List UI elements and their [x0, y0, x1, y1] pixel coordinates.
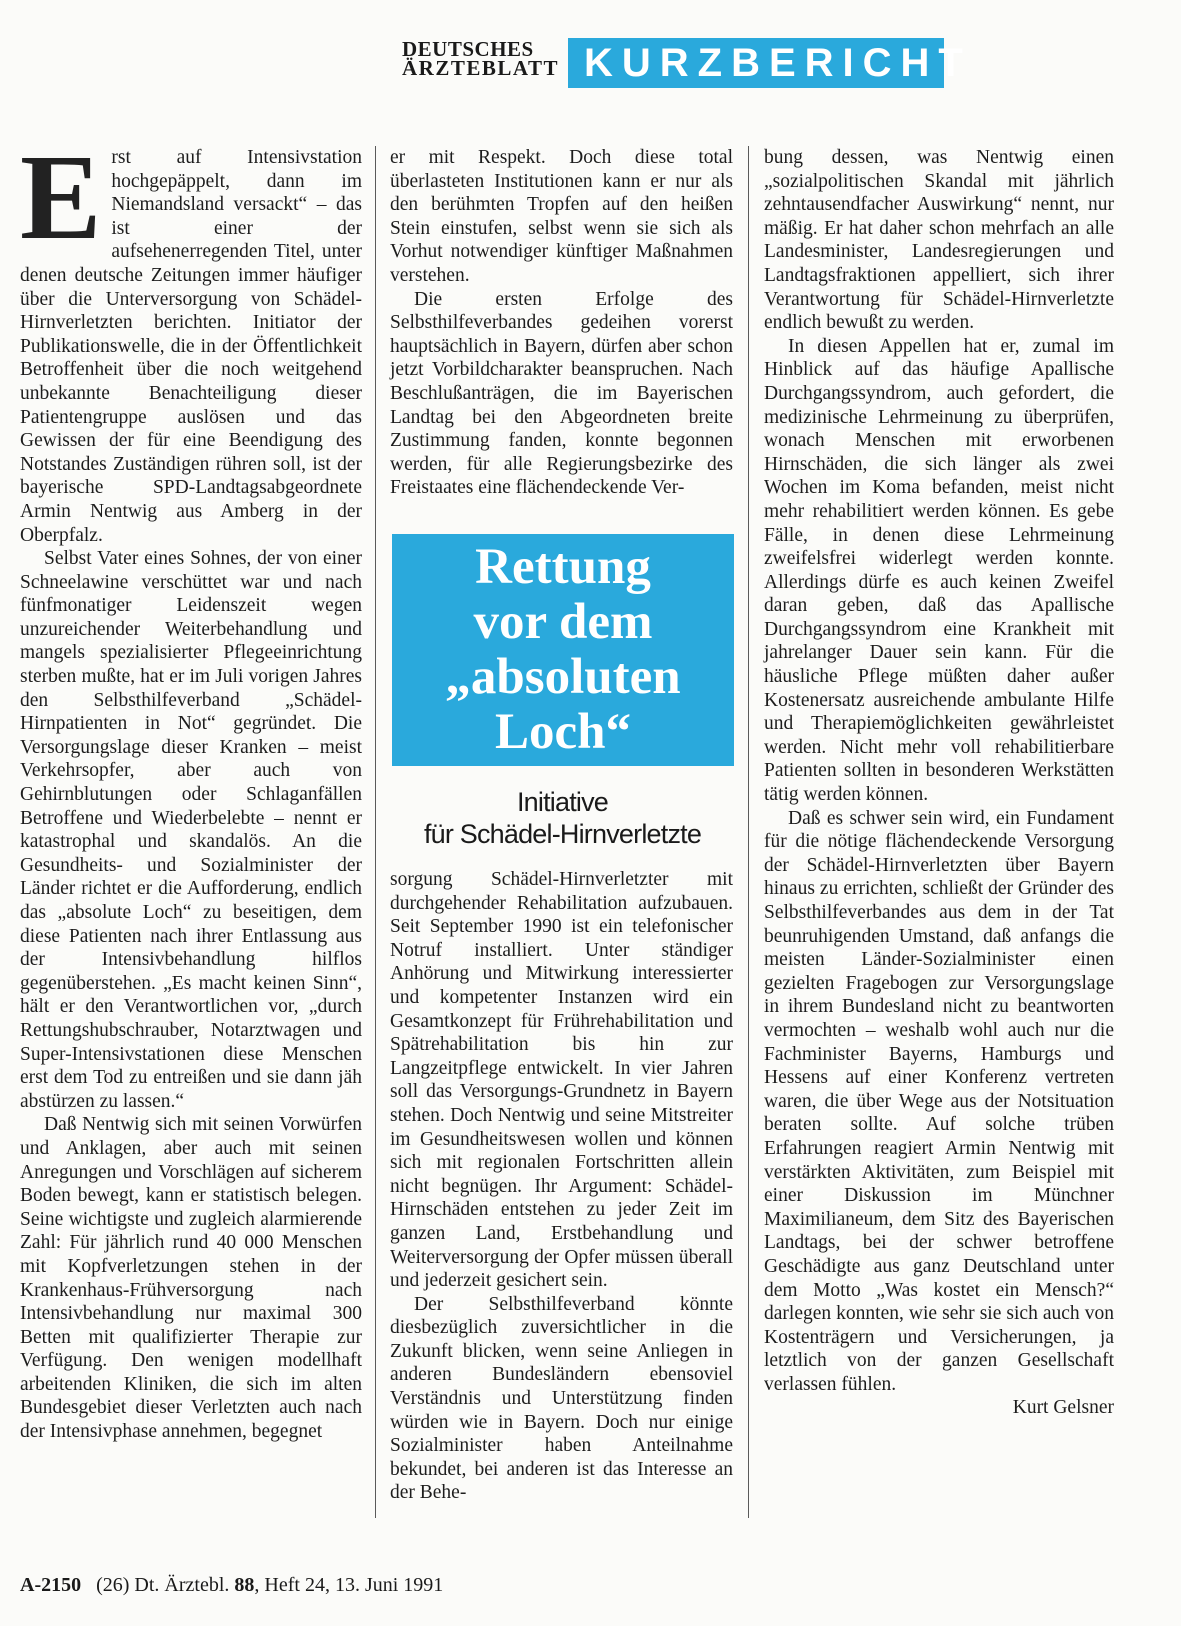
headline-line: vor dem: [473, 594, 653, 650]
headline-line: Loch“: [494, 704, 632, 760]
article-column-2-bottom: [390, 868, 733, 1505]
citation-suffix: , Heft 24, 13. Juni 1991: [254, 1574, 444, 1596]
drop-cap: E: [20, 130, 102, 265]
article-paragraph: Daß es schwer sein wird, ein Fundament für die nötige flächendeckende Versorgung der Schädel-Hirnverletzten über Bayern hinaus zu errichten, schließt der Gründer des Selbsthilfeverbandes aus dem in der Tat beunruhigenden Umstand, daß anfangs die meisten Länder-Sozialminister einen gezielten Fragebogen zur Versorgungslage in ihrem Bundesland nicht zu beantworten vermochten – weshalb wohl auch nur die Fachminister Bayerns, Hamburgs und Hessens auf einer Konferenz vertreten waren, die über Wege aus der Notsituation beraten sollte. Auf solche trüben Erfahrungen reagiert Armin Nentwig mit verstärkten Aktivitäten, zum Beispiel mit einer Diskussion im Münchner Maximilianeum, dem Sitz des Bayerischen Landtags, bei der schwer betroffene Geschädigte aus ganz Deutschland unter dem Motto „Was kostet ein Mensch?“ darlegen konnten, wie sehr sie sich auch von Kostenträgern und Versicherungen, ja letztlich von der ganzen Gesellschaft verlassen fühlen.: [764, 807, 1114, 1395]
page-code: A-2150: [20, 1574, 82, 1596]
article-paragraph: Selbst Vater eines Sohnes, der von einer Schneelawine verschüttet war und nach fünfmonatiger Leidenszeit wegen unzureichender Weiterbehandlung und mangels spezialisierter Pflegeeinrichtung sterben mußte, hat er im Juli vorigen Jahres den Selbsthilfeverband „Schädel-Hirnpatienten in Not“ gegründet. Die Versorgungslage dieser Kranken – meist Verkehrsopfer, aber auch von Gehirnblutungen oder Schlaganfällen Betroffene und Wiederbelebte – nennt er katastrophal und skandalös. An die Gesundheits- und Sozialminister der Länder richtet er die Aufforderung, endlich das „absolute Loch“ zu beseitigen, dem diese Patienten nach ihrer Entlassung aus der Intensivbehandlung hilflos gegenüberstehen. „Es macht keinen Sinn“, hält er den Verantwortlichen vor, „durch Rettungshubschrauber, Notarztwagen und Super-Intensivstationen diese Menschen erst dem Tod zu entreißen und sie dann jäh abstürzen zu lassen.“: [20, 548, 362, 1112]
author-byline: Kurt Gelsner: [1012, 1397, 1114, 1419]
subheadline-line: für Schädel-Hirnverletzte: [423, 819, 702, 849]
citation-prefix: (26) Dt. Ärztebl.: [96, 1574, 230, 1596]
article-paragraph: Daß Nentwig sich mit seinen Vorwürfen und Anklagen, aber auch mit seinen Anregungen und Vorschlägen auf sicherem Boden bewegt, kann er statistisch belegen. Seine wichtigste und zugleich alarmierende Zahl: Für jährlich rund 40 000 Menschen mit Kopfverletzungen stehen in der Krankenhaus-Frühversorgung nach Intensivbehandlung nur maximal 300 Betten mit qualifizierter Therapie zur Verfügung. Den wenigen modellhaft arbeitenden Kliniken, die sich im alten Bundesgebiet dieser Verletzten auch nach der Intensivphase annehmen, begegnet: [20, 1114, 362, 1443]
headline-box: [392, 534, 734, 766]
journal-logo: [402, 37, 559, 80]
article-paragraph: Die ersten Erfolge des Selbsthilfeverbandes gedeihen vorerst hauptsächlich in Bayern, dürfen aber schon jetzt Vorbildcharakter beanspruchen. Nach Beschlußanträgen, die im Bayerischen Landtag bei den Abgeordneten breite Zustimmung fanden, konnte begonnen werden, für alle Regierungsbezirke des Freistaates eine flächendeckende Ver-: [390, 288, 733, 499]
article-paragraph: [20, 130, 362, 547]
article-column-3: [764, 146, 1114, 1420]
article-column-1: [20, 130, 362, 1444]
masthead: [402, 38, 1181, 88]
volume-number: 88: [234, 1574, 255, 1596]
column-divider: [748, 146, 749, 1518]
page-footer: [20, 1574, 443, 1597]
article-paragraph: bung dessen, was Nentwig einen „sozialpolitischen Skandal mit jährlich zehntausendfacher Auswirkung“ nennt, nur mäßig. Er hat daher schon mehrfach an alle Landesminister, Landesregierungen und Landtagsfraktionen appelliert, sich ihrer Verantwortung für Schädel-Hirnverletzte endlich bewußt zu werden.: [764, 147, 1114, 334]
headline-line: Rettung: [475, 539, 651, 595]
logo-line-1: DEUTSCHES: [402, 37, 534, 61]
article-paragraph: er mit Respekt. Doch diese total überlasteten Institutionen kann er nur als den berühmten Tropfen auf den heißen Stein einstufen, selbst wenn sie sich als Vorhut notwendiger künftiger Maßnahmen verstehen.: [390, 147, 733, 286]
subheadline-line: Initiative: [516, 787, 609, 817]
paragraph-text: rst auf Intensivstation hochgepäppelt, dann im Niemandsland versackt“ – das ist einer der aufsehenerregenden Titel, unter denen deutsche Zeitungen immer häufiger über die Unterversorgung von Schädel-Hirnverletzten berichten. Initiator der Publikationswelle, die in der Öffentlichkeit Betroffenheit über die noch weitgehend unbekannte Benachteiligung dieser Patientengruppe auslösen und das Gewissen der für eine Beendigung des Notstandes Zuständigen rühren soll, ist der bayerische SPD-Landtagsabgeordnete Armin Nentwig aus Amberg in der Oberpfalz.: [20, 147, 362, 546]
section-label: KURZBERICHT: [568, 38, 944, 88]
article-paragraph: In diesen Appellen hat er, zumal im Hinblick auf das häufige Apallische Durchgangssyndrom, auch gefordert, die medizinische Lehrmeinung zu überprüfen, wonach Menschen mit erworbenen Hirnschäden, die sich länger als zwei Wochen im Koma befanden, meist nicht mehr rehabilitiert werden können. Es gebe Fälle, in denen diese Lehrmeinung zweifelsfrei widerlegt werden konnte. Allerdings dürfe es auch keinen Zweifel daran geben, daß das Apallische Durchgangssyndrom eine Krankheit mit jahrelanger Dauer sein kann. Für die häusliche Pflege müßten daher außer Kostenersatz ausreichende ambulante Hilfe und Therapiemöglichkeiten gewährleistet werden. Nicht mehr voll rehabilitierbare Patienten sollten in besonderen Werkstätten tätig werden können.: [764, 335, 1114, 806]
column-divider: [375, 146, 376, 1518]
article-column-2-top: [390, 146, 733, 500]
article-paragraph: Der Selbsthilfeverband könnte diesbezüglich zuversichtlicher in die Zukunft blicken, wenn seine Anliegen in anderen Bundesländern ebensoviel Verständnis und Unterstützung finden würden wie in Bayern. Doch nur einige Sozialminister haben Anteilnahme bekundet, bei anderen ist das Interesse an der Behe-: [390, 1293, 733, 1504]
logo-line-2: ÄRZTEBLATT: [402, 56, 559, 80]
headline-line: „absoluten: [445, 649, 681, 705]
subheadline: [390, 786, 735, 850]
article-paragraph: sorgung Schädel-Hirnverletzter mit durchgehender Rehabilitation aufzubauen. Seit September 1990 ist ein telefonischer Notruf installiert. Unter ständiger Anhörung und Mitwirkung interessierter und kompetenter Instanzen wird ein Gesamtkonzept für Frührehabilitation und Spätrehabilitation bis hin zur Langzeitpflege entwickelt. In vier Jahren soll das Versorgungs-Grundnetz in Bayern stehen. Doch Nentwig und seine Mitstreiter im Gesundheitswesen wollen und können sich mit regionalen Fortschritten allein nicht begnügen. Ihr Argument: Schädel-Hirnschäden entstehen zu jeder Zeit im ganzen Land, Erstbehandlung und Weiterversorgung der Opfer müssen überall und jederzeit gesichert sein.: [390, 869, 733, 1292]
